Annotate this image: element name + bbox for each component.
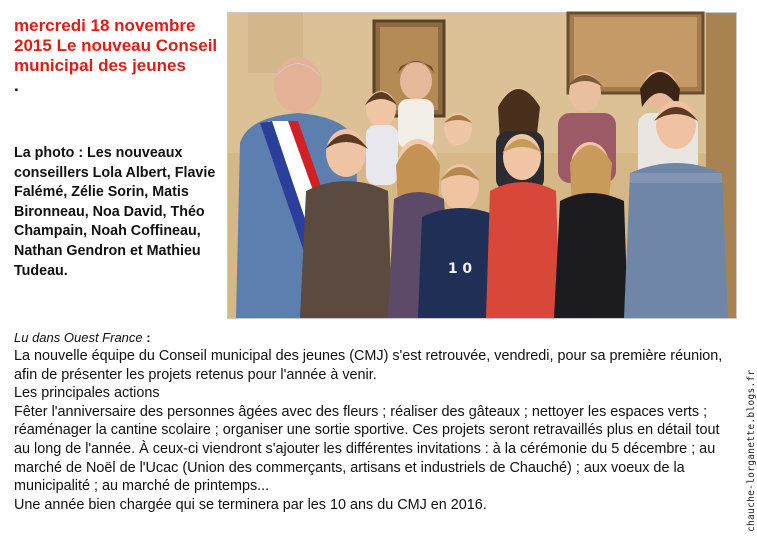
article-paragraph-2: Fêter l'anniversaire des personnes âgées avec des fleurs ; réaliser des gâteaux ; nettoyer les espaces verts ; réaménager la cantine scolaire ; organiser une sortie sportive. Ces projets seront retravaillés plus en détail tout au long de l'année. À ceux-ci viendront s'ajouter les différentes invitations : à la cérémonie du 5 décembre ; au marché de Noël de l'Ucac (Union des commerçants, artisans et industriels de Chauché) ; aux voeux de la municipalité ; au marché de printemps...	[14, 403, 720, 495]
article-title: Le nouveau Conseil municipal des jeunes	[14, 36, 218, 75]
headline-dot: .	[14, 76, 19, 95]
source-suffix: :	[142, 330, 151, 345]
article-date: mercredi 18 novembre 2015	[14, 16, 196, 55]
group-photo-illustration	[228, 13, 736, 318]
article-paragraph-1: La nouvelle équipe du Conseil municipal des jeunes (CMJ) s'est retrouvée, vendredi, pour sa première réunion, afin de présenter les projets retenus pour l'année à venir.	[14, 348, 723, 383]
photo-caption: La photo : Les nouveaux conseillers Lola Albert, Flavie Falémé, Zélie Sorin, Matis Bironneau, Noa David, Théo Champain, Noah Coffineau, Nathan Gendron et Mathieu Tudeau.	[14, 145, 216, 279]
article-paragraph-3: Une année bien chargée qui se terminera par les 10 ans du CMJ en 2016.	[14, 496, 487, 513]
article-body	[14, 329, 726, 514]
article-subheading: Les principales actions	[14, 385, 160, 402]
article-headline	[14, 16, 219, 96]
svg-text:1 0: 1 0	[447, 261, 473, 277]
source-label: Lu dans Ouest France	[14, 330, 143, 345]
group-photo	[227, 12, 737, 319]
blog-watermark: chauche-lorganette.blogs.fr	[746, 369, 757, 532]
article-source	[14, 329, 726, 347]
